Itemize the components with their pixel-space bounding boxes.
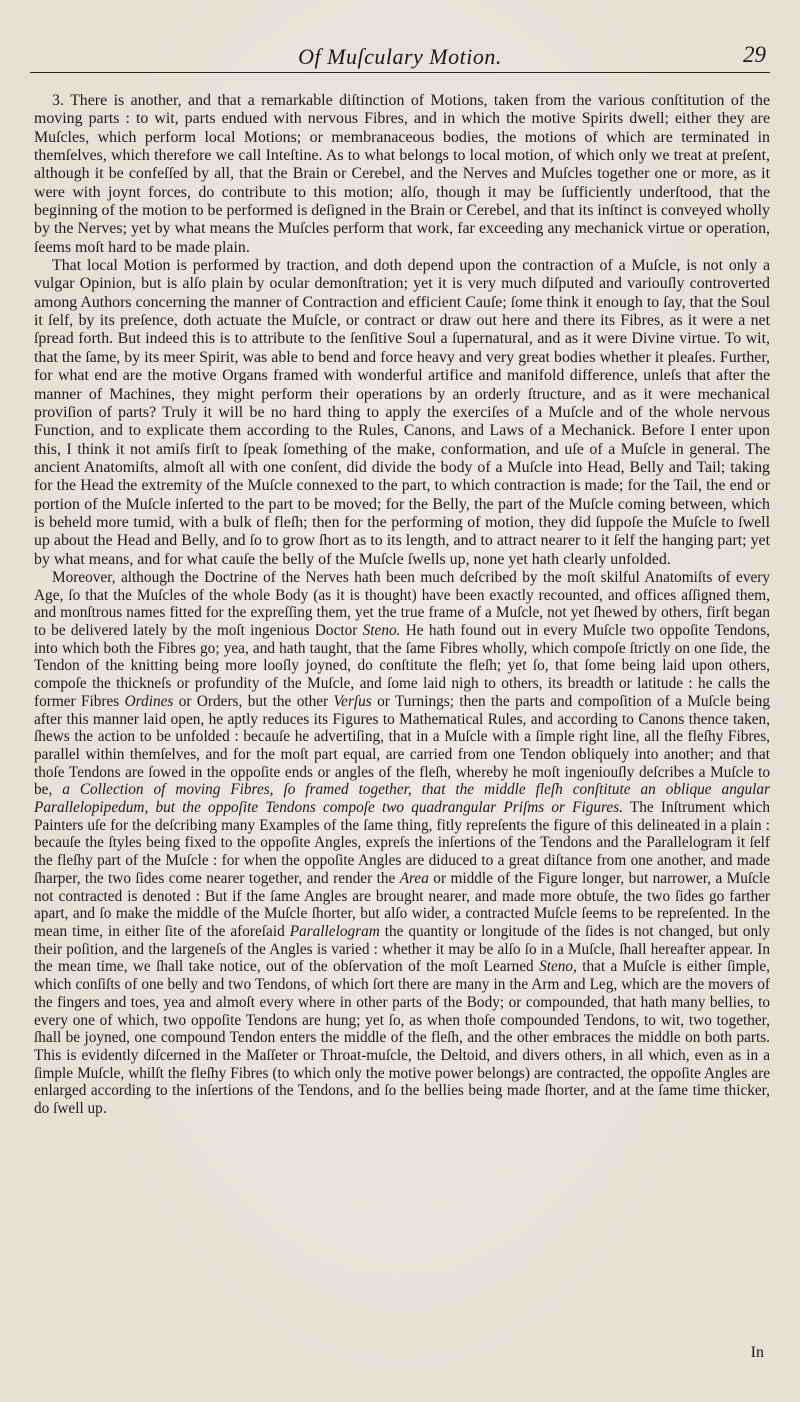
paragraph-3-text-g: the quantity or longitude of the ſides is not changed, but only their poſition, and the largeneſs of the Angles is varied : whether it may be alſo ſo in a Muſcle, ſhall hereafter appear. In the mean time, we ſhall take notice, out of the obſervation of the moſt Learned xyxy=(34,923,770,976)
paragraph-3-text-a: Moreover, although the Doctrine of the Nerves hath been much deſcribed by the moſt skilful Anatomiſts of every Age, ſo that the Muſcles of the whole Body (as it is thought) have been exactly recounted, and offices aſſigned them, and monſtrous names fitted for the expreſſing them, yet the true frame of a Muſcle, not yet ſhewed by others, firſt began to be delivered lately by the moſt ingenious Doctor xyxy=(34,568,770,640)
body-text xyxy=(34,92,770,1118)
paragraph-1-text: 3. There is another, and that a remarkable diſtinction of Motions, taken from the various conſtitution of the moving parts : to wit, parts endued with nervous Fibres, and in which the motive Spirits dwell; either they are Muſcles, which perform local Motions; or membranaceous bodies, the motions of which are terminated in themſelves, which therefore we call Inteſtine. As to what belongs to local motion, of which only we treat at preſent, although it be confeſſed by all, that the Brain or Cerebel, and the Nerves and Muſcles together one or more, as it were with joynt forces, do contribute to this motion; alſo, though it may be ſufficiently underſtood, that the beginning of the motion to be performed is deſigned in the Brain or Cerebel, and that its inſtinct is conveyed wholly by the Nerves; yet by what means the Muſcles perform that work, far exceeding any mechanick virtue or operation, ſeems moſt hard to be made plain. xyxy=(34,92,770,256)
page-header xyxy=(30,38,770,73)
running-title: Of Muſculary Motion. xyxy=(298,44,502,69)
paragraph-3-text-h: that a Muſcle is either ſimple, which conſiſts of one belly and two Tendons, of which ſort there are many in the Arm and Leg, which are the movers of the fingers and toes, yea and almoſt every where in other parts of the Body; or compounded, that hath many bellies, to every one of which, two oppoſite Tendons are hung; yet ſo, as when thoſe compounded Tendons, to wit, two together, ſhall be joyned, one compound Tendon enters the middle of the fleſh, and the other embraces the middle on both parts. This is evidently diſcerned in the Maſſeter or Throat-muſcle, the Deltoid, and divers others, in all which, even as in a ſimple Muſcle, whilſt the fleſhy Fibres (to which only the motive power belongs) are contracted, the oppoſite Angles are enlarged according to the inſertions of the Tendons, and ſo the bellies being made ſhorter, and at the ſame time thicker, do ſwell up. xyxy=(34,958,770,1118)
paragraph-3-text-e: The Inſtrument which Painters uſe for the deſcribing many Examples of the ſame thing, fitly repreſents the figure of this delineated in a plain : becauſe the ſtyles being fixed to the oppoſite Angles, expreſs the inſertions of the Tendons and the Parallelogram it ſelf the fleſhy part of the Muſcle : for when the oppoſite Angles are diduced to a great diſtance from one another, and made ſharper, the two ſides come nearer together, and render the xyxy=(34,799,770,887)
page-number: 29 xyxy=(743,42,766,67)
catchword: In xyxy=(750,1344,764,1361)
paragraph-3-text-b: He hath found out in every Muſcle two oppoſite Tendons, into which both the Fibres go; yea, and hath taught, that the ſame Fibres wholly, which compoſe ſtrictly on one ſide, the Tendon of the knitting being more looſly joyned, do conſtitute the fleſh; yet ſo, that ſome being laid upon others, compoſe the thickneſs or profundity of the Muſcle, and ſome laid nigh to others, its breadth or latitude : he calls the former Fibres xyxy=(34,622,770,710)
paragraph-3-text-c: or Orders, but the other xyxy=(173,692,334,710)
paragraph-3-text-f: or middle of the Figure longer, but narrower, a Muſcle not contracted is denoted : But if the ſame Angles are brought nearer, and made more obtuſe, the two ſides go farther apart, and ſo make the middle of the Muſcle ſhorter, but alſo wider, a contracted Muſcle ſeems to be repreſented. In the mean time, in either ſite of the aforeſaid xyxy=(34,869,770,940)
paragraph-1 xyxy=(34,92,770,257)
italic-versus: Verſus xyxy=(333,692,372,710)
italic-parallelogram: Parallelogram xyxy=(289,923,380,940)
paragraph-2 xyxy=(34,257,770,569)
paragraph-3-text-d: or Turnings; then the parts and compoſition of a Muſcle being after this manner laid open, he aptly reduces its Figures to Mathematical Rules, and according to Canons thence taken, ſhews the action to be unfolded : becauſe he advertiſing, that in a Muſcle with a ſimple right line, all the fleſhy Fibres, parallel within themſelves, and for the moſt part equal, are carried from one Tendon obliquely into another; and that thoſe Tendons are ſowed in the oppoſite ends or angles of the fleſh, whereby he moſt ingeniouſly deſcribes a Muſcle to be, xyxy=(34,692,770,799)
paragraph-2-text: That local Motion is performed by traction, and doth depend upon the contraction of a Muſcle, is not only a vulgar Opinion, but is alſo plain by ocular demonſtration; yet it is very much diſputed and variouſly controverted among Authors concerning the manner of Contraction and efficient Cauſe; ſome think it enough to ſay, that the Soul it ſelf, by its preſence, doth actuate the Muſcle, or contract or draw out here and there its Fibres, as it were a net ſpread forth. But indeed this is to attribute to the ſenſitive Soul a ſupernatural, and as it were Divine virtue. To wit, that the ſame, by its meer Spirit, was able to bend and force heavy and very great bodies whether it pleaſes. Further, for what end are the motive Organs framed with wonderful artifice and manifold difference, unleſs that after the manner of Machines, they might perform their operations by an orderly ſtructure, and as it were mechanical proviſion of parts? Truly it will be no hard thing to apply the exerciſes of a Muſcle and of the whole nervous Function, and to explicate them according to the Rules, Canons, and Laws of a Mechanick. Before I enter upon this, I think it not amiſs firſt to ſpeak ſomething of the make, conformation, and uſe of a Muſcle in general. The ancient Anatomiſts, almoſt all with one conſent, did divide the body of a Muſcle into Head, Belly and Tail; taking for the Head the extremity of the Muſcle connexed to the part, to which contraction is made; for the Tail, the end or portion of the Muſcle inſerted to the part to be moved; for the Belly, the part of the Muſcle coming between, which is beheld more tumid, with a bulk of fleſh; then for the performing of motion, they did ſuppoſe the Muſcle to ſwell up about the Head and Belly, and ſo to grow ſhort as to its length, and to attract nearer to it ſelf the hanging part; yet by what means, and for what cauſe the belly of the Muſcle ſwells up, none yet hath clearly unfolded. xyxy=(34,257,770,568)
italic-ordines: Ordines xyxy=(124,692,174,710)
italic-steno-2: Steno, xyxy=(539,958,577,976)
italic-area: Area xyxy=(399,869,429,887)
italic-definition: a Collection of moving Fibres, ſo framed together, that the middle fleſh conſtitute an oblique angular Parallelopipedum, but the oppoſite Tendons compoſe two quadrangular Priſms or Figures. xyxy=(34,781,770,817)
paragraph-3 xyxy=(34,569,770,1118)
italic-steno-1: Steno. xyxy=(362,622,401,640)
